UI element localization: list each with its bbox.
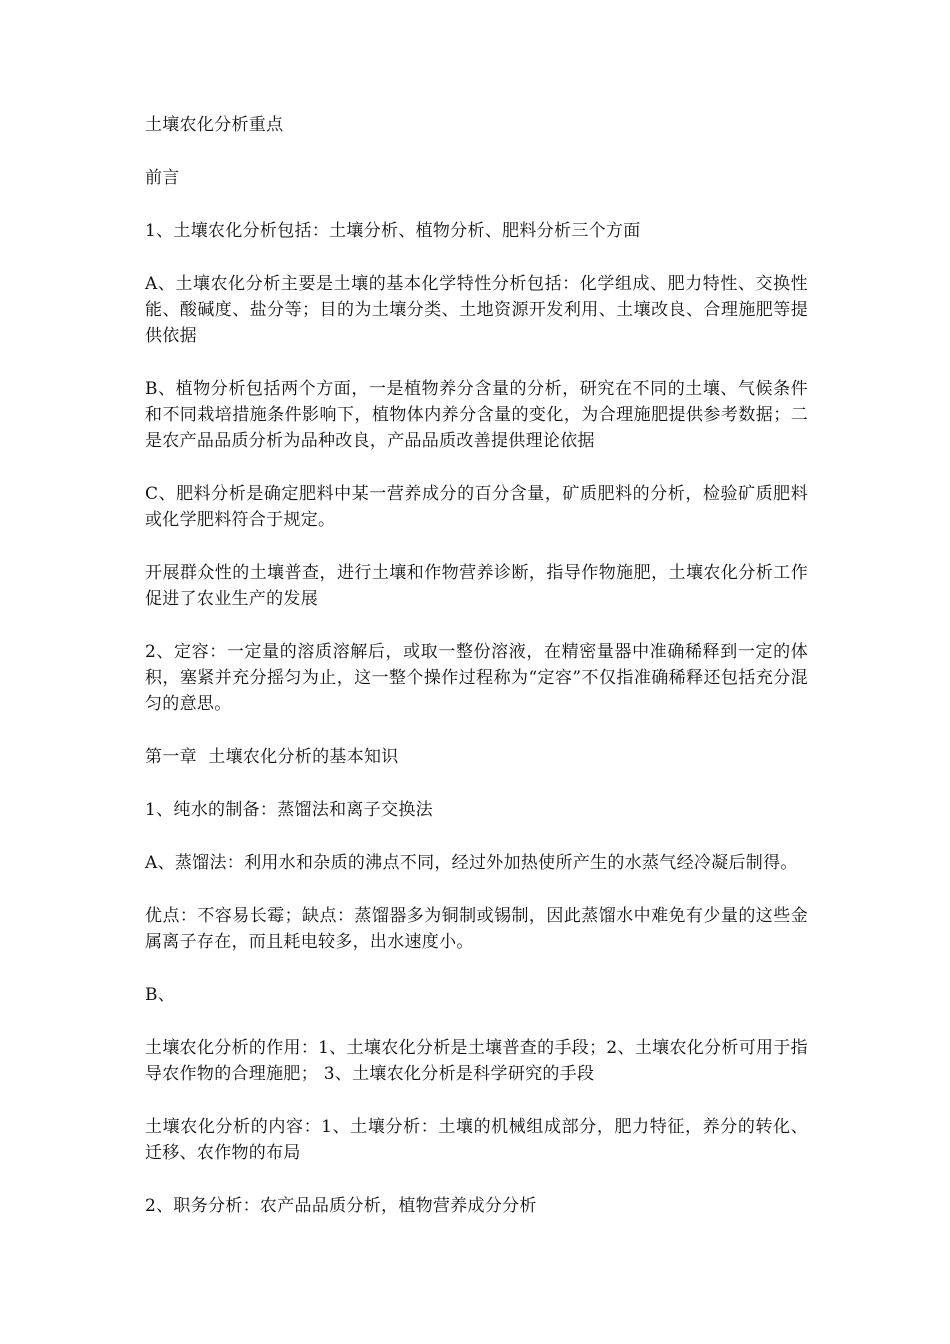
paragraph: A、蒸馏法：利用水和杂质的沸点不同，经过外加热使所产生的水蒸气经冷凝后制得。 bbox=[145, 853, 798, 873]
paragraph: 土壤农化分析的作用：1、土壤农化分析是土壤普查的手段；2、土壤农化分析可用于指导农作物的合理施肥； 3、土壤农化分析是科学研究的手段 bbox=[145, 1038, 808, 1084]
paragraph: 2、职务分析：农产品品质分析，植物营养成分分析 bbox=[145, 1196, 537, 1216]
paragraph: B、植物分析包括两个方面，一是植物养分含量的分析，研究在不同的土壤、气候条件和不同栽培措施条件影响下，植物体内养分含量的变化，为合理施肥提供参考数据；二是农产品品质分析为品种改良，产品品质改善提供理论依据 bbox=[145, 379, 808, 451]
paragraph: 土壤农化分析的内容：1、土壤分析：土壤的机械组成部分，肥力特征，养分的转化、迁移、农作物的布局 bbox=[145, 1117, 808, 1163]
paragraph: B、 bbox=[145, 985, 176, 1005]
document-title: 土壤农化分析重点 bbox=[145, 115, 284, 135]
paragraph: A、土壤农化分析主要是土壤的基本化学特性分析包括：化学组成、肥力特性、交换性能、酸碱度、盐分等；目的为土壤分类、土地资源开发利用、土壤改良、合理施肥等提供依据 bbox=[145, 274, 808, 346]
paragraph: 1、土壤农化分析包括：土壤分析、植物分析、肥料分析三个方面 bbox=[145, 221, 641, 241]
paragraph: 开展群众性的土壤普查，进行土壤和作物营养诊断，指导作物施肥，土壤农化分析工作促进了农业生产的发展 bbox=[145, 563, 808, 609]
paragraph: 1、纯水的制备：蒸馏法和离子交换法 bbox=[145, 800, 433, 820]
paragraph: C、肥料分析是确定肥料中某一营养成分的百分含量，矿质肥料的分析，检验矿质肥料或化学肥料符合于规定。 bbox=[145, 484, 808, 530]
chapter-heading: 第一章 土壤农化分析的基本知识 bbox=[145, 747, 399, 767]
section-heading-preface: 前言 bbox=[145, 168, 180, 188]
paragraph: 2、定容：一定量的溶质溶解后，或取一整份溶液，在精密量器中准确稀释到一定的体积，塞紧并充分摇匀为止，这一整个操作过程称为“定容”不仅指准确稀释还包括充分混匀的意思。 bbox=[145, 642, 808, 714]
paragraph: 优点：不容易长霉；缺点：蒸馏器多为铜制或锡制，因此蒸馏水中难免有少量的这些金属离子存在，而且耗电较多，出水速度小。 bbox=[145, 906, 808, 952]
